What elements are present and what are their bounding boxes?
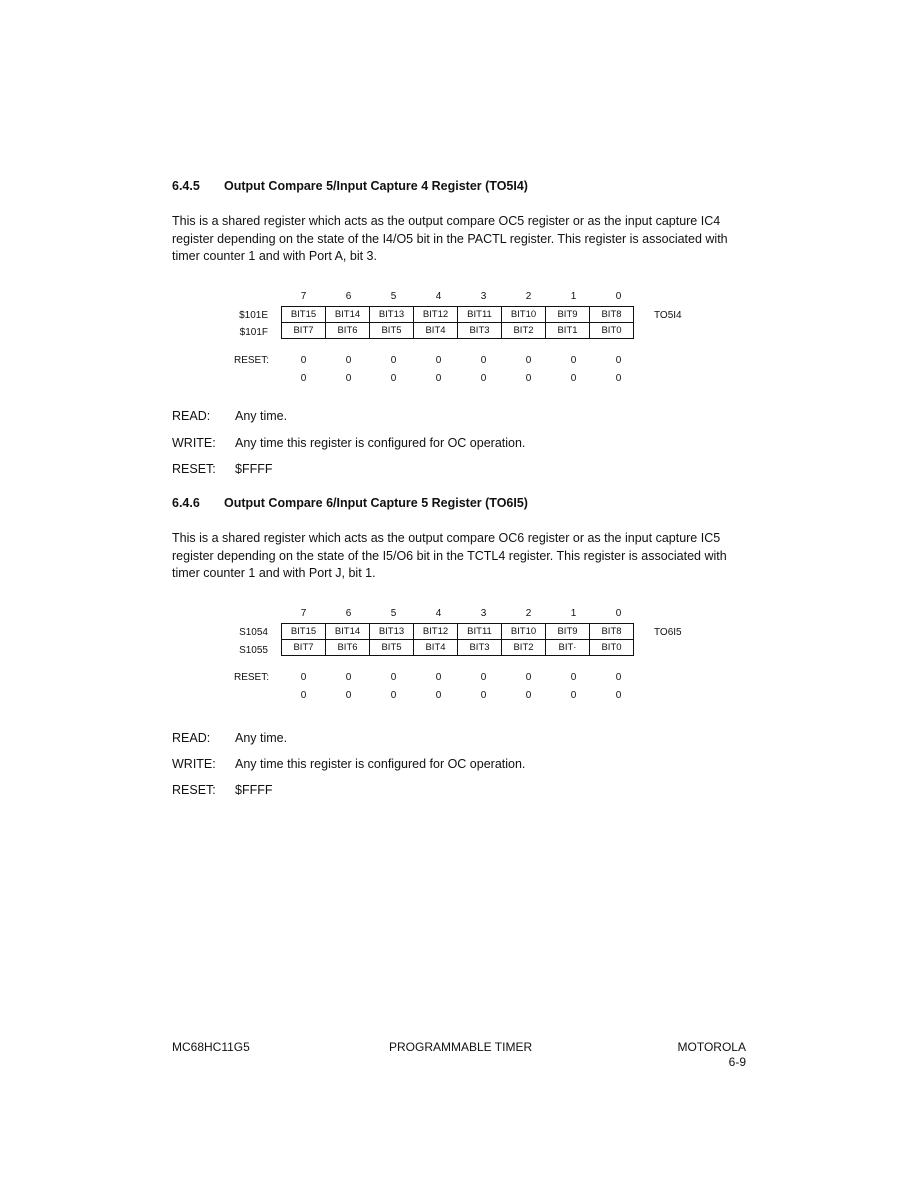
reset-value: 0 bbox=[615, 672, 622, 683]
read-note bbox=[172, 409, 287, 423]
register-row-low bbox=[282, 323, 634, 339]
reset-value: 0 bbox=[390, 355, 397, 366]
bit-number: 5 bbox=[390, 291, 397, 302]
section-title: Output Compare 6/Input Capture 5 Register (TO6I5) bbox=[224, 496, 528, 510]
bit-cell: BIT· bbox=[546, 640, 590, 656]
register-name: TO5I4 bbox=[654, 310, 682, 321]
footer-chapter-title: PROGRAMMABLE TIMER bbox=[389, 1040, 533, 1054]
note-text: $FFFF bbox=[235, 783, 273, 797]
register-address-low: S1055 bbox=[239, 645, 268, 656]
note-label: READ: bbox=[172, 409, 211, 423]
bit-number: 3 bbox=[480, 608, 487, 619]
section-heading bbox=[172, 179, 528, 193]
bit-number: 7 bbox=[300, 608, 307, 619]
note-text: Any time. bbox=[235, 409, 288, 423]
register-address-low: $101F bbox=[239, 327, 268, 338]
bit-number: 4 bbox=[435, 608, 442, 619]
register-row-low bbox=[282, 640, 634, 656]
reset-value: 0 bbox=[300, 690, 307, 701]
reset-values-row bbox=[281, 672, 641, 683]
register-row-high bbox=[282, 307, 634, 323]
reset-value: 0 bbox=[480, 690, 487, 701]
register-bit-table bbox=[281, 623, 634, 656]
reset-value: 0 bbox=[480, 355, 487, 366]
bit-cell: BIT15 bbox=[282, 307, 326, 323]
section-number: 6.4.5 bbox=[172, 179, 200, 193]
reset-value: 0 bbox=[345, 355, 352, 366]
bit-cell: BIT3 bbox=[458, 640, 502, 656]
reset-note bbox=[172, 462, 273, 476]
reset-values-row bbox=[281, 373, 641, 384]
read-note bbox=[172, 731, 287, 745]
bit-number: 6 bbox=[345, 608, 352, 619]
reset-value: 0 bbox=[390, 672, 397, 683]
reset-value: 0 bbox=[300, 373, 307, 384]
section-paragraph: This is a shared register which acts as the output compare OC5 register or as the input capture IC4 register depending on the state of the I4/O5 bit in the PACTL register. This register is associated with timer counter 1 and with Port A, bit 3. bbox=[172, 214, 728, 263]
reset-label: RESET: bbox=[234, 355, 270, 366]
bit-number-row bbox=[281, 608, 641, 619]
write-note bbox=[172, 757, 525, 771]
register-bit-table bbox=[281, 306, 634, 339]
note-label: READ: bbox=[172, 731, 211, 745]
note-label: RESET: bbox=[172, 462, 216, 476]
reset-value: 0 bbox=[525, 690, 532, 701]
bit-cell: BIT4 bbox=[414, 323, 458, 339]
reset-value: 0 bbox=[525, 355, 532, 366]
reset-value: 0 bbox=[480, 373, 487, 384]
reset-value: 0 bbox=[300, 672, 307, 683]
section-paragraph: This is a shared register which acts as the output compare OC6 register or as the input capture IC5 register depending on the state of the I5/O6 bit in the TCTL4 register. This register is associated with timer counter 1 and with Port J, bit 1. bbox=[172, 531, 727, 580]
bit-number: 0 bbox=[615, 608, 622, 619]
bit-cell: BIT10 bbox=[502, 307, 546, 323]
reset-value: 0 bbox=[615, 690, 622, 701]
register-name: TO6I5 bbox=[654, 627, 682, 638]
reset-value: 0 bbox=[570, 672, 577, 683]
bit-cell: BIT6 bbox=[326, 323, 370, 339]
reset-value: 0 bbox=[525, 672, 532, 683]
bit-cell: BIT1 bbox=[546, 323, 590, 339]
bit-cell: BIT4 bbox=[414, 640, 458, 656]
reset-values-row bbox=[281, 690, 641, 701]
reset-value: 0 bbox=[390, 373, 397, 384]
bit-number: 2 bbox=[525, 291, 532, 302]
bit-cell: BIT13 bbox=[370, 307, 414, 323]
bit-number: 5 bbox=[390, 608, 397, 619]
note-label: WRITE: bbox=[172, 436, 216, 450]
bit-number: 1 bbox=[570, 291, 577, 302]
bit-number: 1 bbox=[570, 608, 577, 619]
bit-cell: BIT11 bbox=[458, 624, 502, 640]
reset-label: RESET: bbox=[234, 672, 270, 683]
bit-cell: BIT3 bbox=[458, 323, 502, 339]
reset-value: 0 bbox=[570, 373, 577, 384]
bit-number-row bbox=[281, 291, 641, 302]
reset-value: 0 bbox=[345, 373, 352, 384]
footer-part-number: MC68HC11G5 bbox=[172, 1040, 250, 1054]
bit-cell: BIT15 bbox=[282, 624, 326, 640]
bit-cell: BIT12 bbox=[414, 307, 458, 323]
bit-cell: BIT14 bbox=[326, 307, 370, 323]
bit-cell: BIT8 bbox=[590, 624, 634, 640]
bit-cell: BIT7 bbox=[282, 323, 326, 339]
reset-value: 0 bbox=[390, 690, 397, 701]
note-text: Any time this register is configured for OC operation. bbox=[235, 436, 526, 450]
bit-cell: BIT2 bbox=[502, 640, 546, 656]
bit-cell: BIT13 bbox=[370, 624, 414, 640]
bit-cell: BIT5 bbox=[370, 323, 414, 339]
bit-cell: BIT5 bbox=[370, 640, 414, 656]
note-text: Any time. bbox=[235, 731, 288, 745]
bit-cell: BIT0 bbox=[590, 323, 634, 339]
footer-brand: MOTOROLA bbox=[677, 1040, 746, 1054]
bit-cell: BIT6 bbox=[326, 640, 370, 656]
bit-number: 2 bbox=[525, 608, 532, 619]
write-note bbox=[172, 436, 525, 450]
note-label: WRITE: bbox=[172, 757, 216, 771]
reset-values-row bbox=[281, 355, 641, 366]
reset-value: 0 bbox=[435, 690, 442, 701]
reset-value: 0 bbox=[615, 355, 622, 366]
reset-value: 0 bbox=[615, 373, 622, 384]
bit-cell: BIT10 bbox=[502, 624, 546, 640]
bit-cell: BIT9 bbox=[546, 307, 590, 323]
reset-value: 0 bbox=[345, 690, 352, 701]
bit-number: 6 bbox=[345, 291, 352, 302]
reset-value: 0 bbox=[570, 690, 577, 701]
note-text: $FFFF bbox=[235, 462, 273, 476]
bit-number: 4 bbox=[435, 291, 442, 302]
reset-value: 0 bbox=[525, 373, 532, 384]
reset-value: 0 bbox=[345, 672, 352, 683]
reset-note bbox=[172, 783, 273, 797]
reset-value: 0 bbox=[570, 355, 577, 366]
bit-cell: BIT7 bbox=[282, 640, 326, 656]
footer-page-number: 6-9 bbox=[728, 1055, 746, 1069]
section-number: 6.4.6 bbox=[172, 496, 200, 510]
bit-cell: BIT11 bbox=[458, 307, 502, 323]
bit-cell: BIT0 bbox=[590, 640, 634, 656]
reset-value: 0 bbox=[300, 355, 307, 366]
bit-cell: BIT8 bbox=[590, 307, 634, 323]
note-text: Any time this register is configured for OC operation. bbox=[235, 757, 526, 771]
reset-value: 0 bbox=[480, 672, 487, 683]
reset-value: 0 bbox=[435, 672, 442, 683]
register-address-high: $101E bbox=[239, 310, 268, 321]
bit-cell: BIT12 bbox=[414, 624, 458, 640]
bit-cell: BIT9 bbox=[546, 624, 590, 640]
section-title: Output Compare 5/Input Capture 4 Register (TO5I4) bbox=[224, 179, 528, 193]
bit-number: 7 bbox=[300, 291, 307, 302]
reset-value: 0 bbox=[435, 373, 442, 384]
bit-cell: BIT14 bbox=[326, 624, 370, 640]
register-row-high bbox=[282, 624, 634, 640]
register-address-high: S1054 bbox=[239, 627, 268, 638]
reset-value: 0 bbox=[435, 355, 442, 366]
note-label: RESET: bbox=[172, 783, 216, 797]
bit-number: 3 bbox=[480, 291, 487, 302]
bit-cell: BIT2 bbox=[502, 323, 546, 339]
bit-number: 0 bbox=[615, 291, 622, 302]
section-heading bbox=[172, 496, 528, 510]
